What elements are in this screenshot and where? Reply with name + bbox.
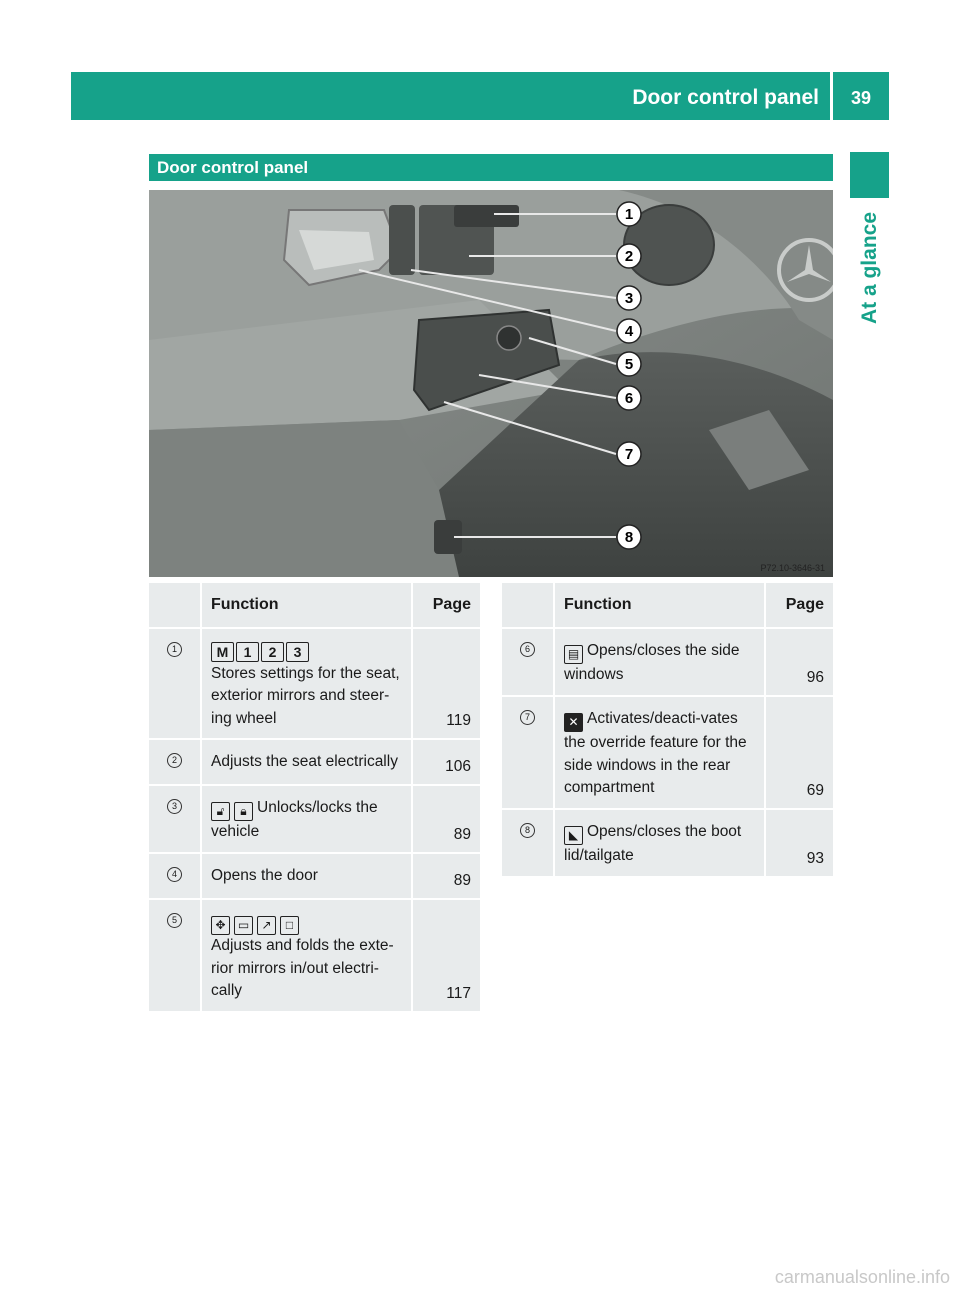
svg-text:4: 4 <box>624 323 634 340</box>
table-row <box>149 627 480 738</box>
row-number: 6 <box>520 642 535 657</box>
function-text: Adjusts the seat electrically <box>211 753 398 770</box>
window-icon: ▤ <box>564 645 583 664</box>
page-ref: 117 <box>413 898 480 1011</box>
row-number: 2 <box>167 753 182 768</box>
side-tab-label: At a glance <box>857 211 881 324</box>
header-num <box>149 583 200 627</box>
table-row <box>502 627 833 695</box>
table-row <box>149 784 480 852</box>
mirror-left-icon: ▭ <box>234 916 253 935</box>
page-ref: 69 <box>766 695 833 808</box>
unlock-icon: 🔓︎ <box>211 802 230 821</box>
tailgate-icon: ◣ <box>564 826 583 845</box>
function-text: Adjusts and folds the exte-rior mirrors in/out electri-cally <box>211 937 394 999</box>
section-title: Door control panel <box>149 154 833 181</box>
side-tab-label-box <box>850 195 889 340</box>
callout-3 <box>617 286 641 310</box>
callout-2 <box>617 244 641 268</box>
svg-text:7: 7 <box>624 446 634 463</box>
header-page: Page <box>766 583 833 627</box>
row-number: 1 <box>167 642 182 657</box>
watermark: carmanualsonline.info <box>774 1267 950 1287</box>
function-text: Stores settings for the seat, exterior mirrors and steer-ing wheel <box>211 664 400 727</box>
function-table-left <box>149 583 480 1011</box>
memory-keys <box>211 640 403 663</box>
mirror-right-icon: ↗ <box>257 916 276 935</box>
header-function: Function <box>200 583 413 627</box>
page-number: 39 <box>850 88 871 108</box>
header-separator <box>830 72 833 120</box>
header-function: Function <box>553 583 766 627</box>
door-panel-photo <box>149 190 833 577</box>
table-header-row <box>149 583 480 627</box>
svg-text:8: 8 <box>624 529 634 546</box>
function-text: Opens/closes the boot lid/tailgate <box>564 823 742 864</box>
memory-2-key-icon: 2 <box>261 642 284 662</box>
row-number: 3 <box>167 799 182 814</box>
row-number: 8 <box>520 823 535 838</box>
table-row <box>149 898 480 1011</box>
svg-text:3: 3 <box>624 290 634 307</box>
page-ref: 106 <box>413 738 480 784</box>
svg-text:1: 1 <box>624 206 634 223</box>
table-row <box>149 738 480 784</box>
header-num <box>502 583 553 627</box>
override-icon: ✕ <box>564 713 583 732</box>
row-number: 7 <box>520 710 535 725</box>
page-ref: 89 <box>413 852 480 898</box>
callout-1 <box>617 202 641 226</box>
function-text: Activates/deacti-vates the override feature for the side windows in the rear compartment <box>564 710 747 796</box>
callout-8 <box>617 525 641 549</box>
page-ref: 93 <box>766 808 833 876</box>
memory-1-key-icon: 1 <box>236 642 259 662</box>
memory-3-key-icon: 3 <box>286 642 309 662</box>
memory-m-key-icon: M <box>211 642 234 662</box>
callout-6 <box>617 386 641 410</box>
callout-4 <box>617 319 641 343</box>
header-bar <box>71 72 889 120</box>
table-row <box>502 808 833 876</box>
function-text: Opens/closes the side windows <box>564 642 740 683</box>
table-row <box>502 695 833 808</box>
function-text: Unlocks/locks the vehicle <box>211 799 378 840</box>
function-text: Opens the door <box>211 867 318 884</box>
svg-text:5: 5 <box>624 356 634 373</box>
row-number: 4 <box>167 867 182 882</box>
table-header-row <box>502 583 833 627</box>
svg-text:6: 6 <box>624 390 634 407</box>
callout-7 <box>617 442 641 466</box>
lock-icon: 🔒︎ <box>234 802 253 821</box>
callout-5 <box>617 352 641 376</box>
row-number: 5 <box>167 913 182 928</box>
page-ref: 119 <box>413 627 480 738</box>
header-page: Page <box>413 583 480 627</box>
svg-text:2: 2 <box>624 248 634 265</box>
function-table-right <box>502 583 833 876</box>
figure-code: P72.10-3646-31 <box>760 563 825 573</box>
mirror-icons <box>211 911 403 935</box>
mirror-fold-icon: □ <box>280 916 299 935</box>
header-title: Door control panel <box>632 86 819 109</box>
table-row <box>149 852 480 898</box>
page-ref: 89 <box>413 784 480 852</box>
page-ref: 96 <box>766 627 833 695</box>
mirror-adjust-icon: ✥ <box>211 916 230 935</box>
